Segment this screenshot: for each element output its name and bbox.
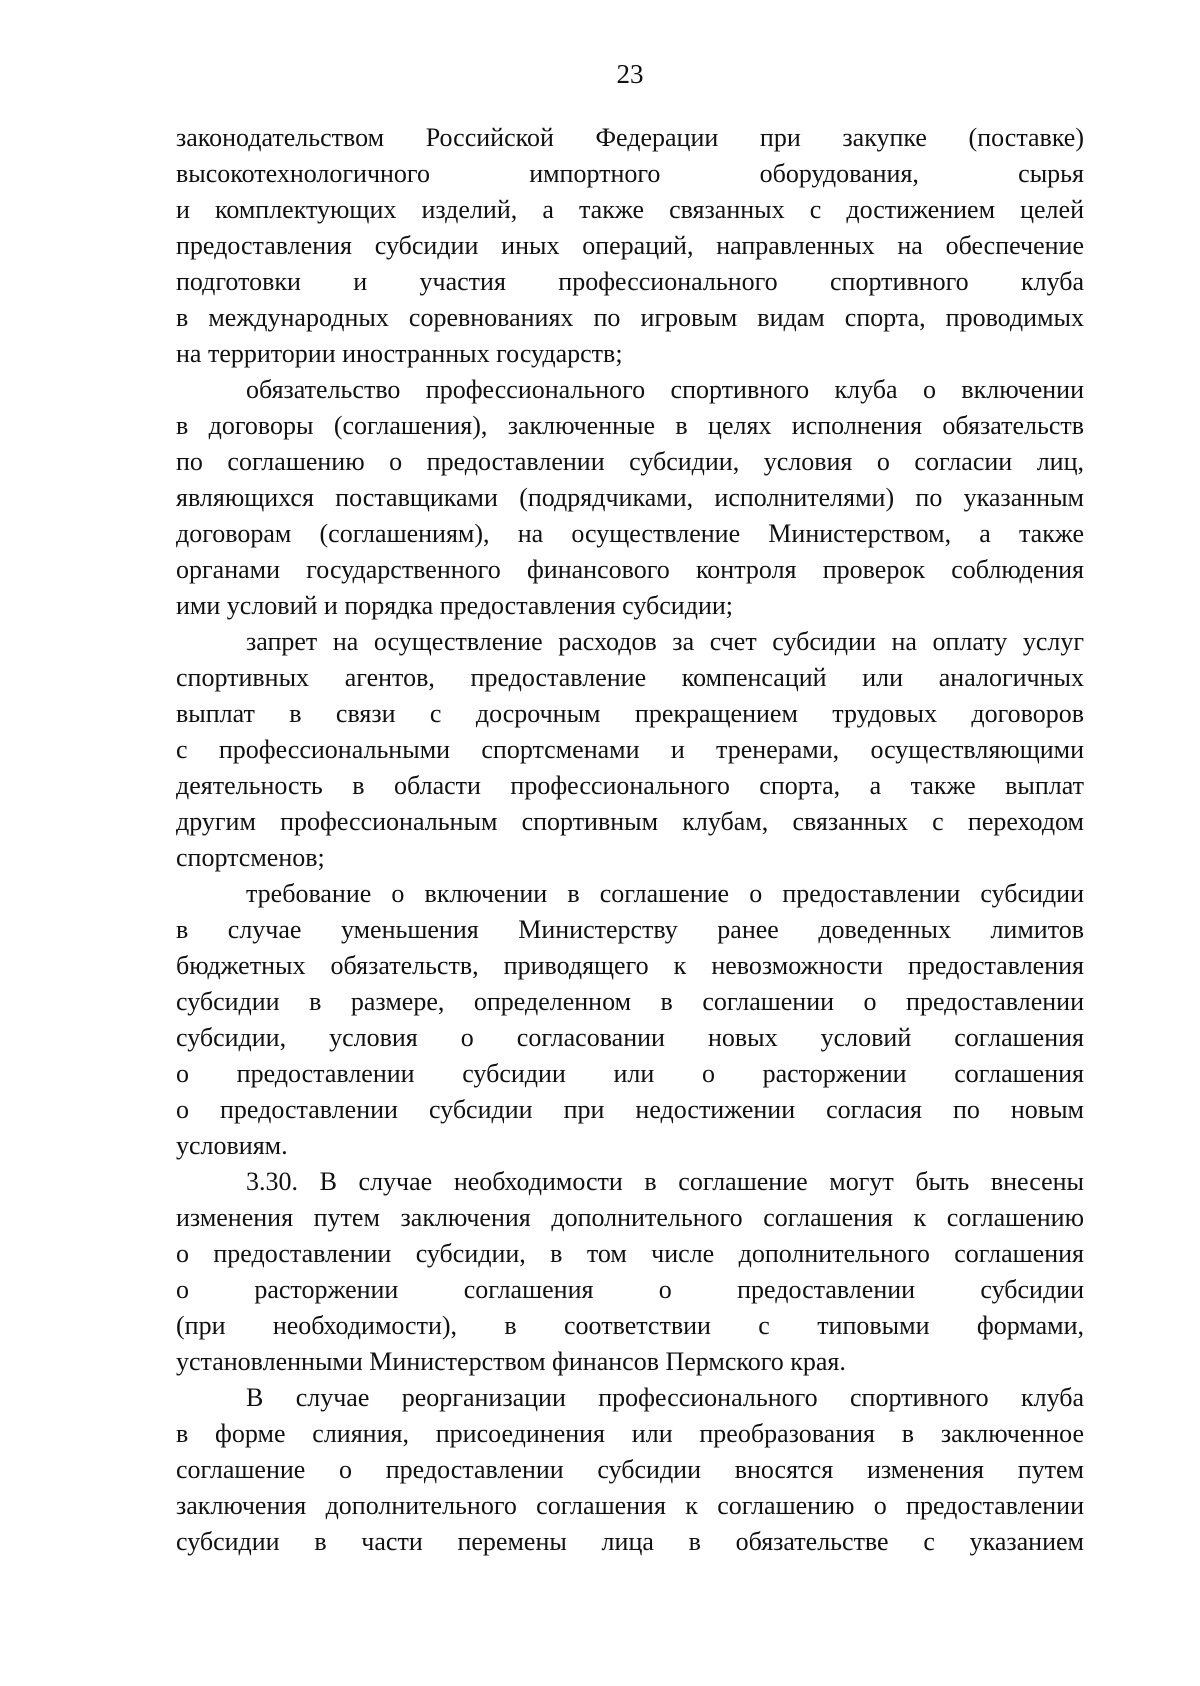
- text-line: о расторжении соглашения о предоставлении субсидии: [176, 1275, 1084, 1304]
- text-line: ими условий и порядка предоставления субсидии;: [176, 591, 733, 620]
- text-line: (при необходимости), в соответствии с типовыми формами,: [176, 1311, 1084, 1340]
- text-line: запрет на осуществление расходов за счет субсидии на оплату услуг: [246, 627, 1084, 656]
- text-line: и комплектующих изделий, а также связанных с достижением целей: [176, 195, 1084, 224]
- paragraph: [176, 372, 1084, 624]
- text-line: о предоставлении субсидии или о расторжении соглашения: [176, 1059, 1084, 1088]
- text-line: деятельность в области профессионального спорта, а также выплат: [176, 771, 1084, 800]
- text-line: законодательством Российской Федерации при закупке (поставке): [176, 123, 1084, 152]
- text-line: высокотехнологичного импортного оборудования, сырья: [176, 159, 1084, 188]
- document-body: [176, 120, 1084, 1560]
- text-line: субсидии в размере, определенном в соглашении о предоставлении: [176, 987, 1084, 1016]
- text-line: в договоры (соглашения), заключенные в целях исполнения обязательств: [176, 411, 1084, 440]
- text-line: в форме слияния, присоединения или преобразования в заключенное: [176, 1419, 1084, 1448]
- text-line: В случае реорганизации профессионального спортивного клуба: [246, 1383, 1084, 1412]
- text-line: о предоставлении субсидии при недостижении согласия по новым: [176, 1095, 1084, 1124]
- text-line: являющихся поставщиками (подрядчиками, исполнителями) по указанным: [176, 483, 1084, 512]
- text-line: подготовки и участия профессионального спортивного клуба: [176, 267, 1084, 296]
- text-line: спортивных агентов, предоставление компенсаций или аналогичных: [176, 663, 1084, 692]
- text-line: с профессиональными спортсменами и тренерами, осуществляющими: [176, 735, 1084, 764]
- text-line: в международных соревнованиях по игровым видам спорта, проводимых: [176, 303, 1084, 332]
- text-line: договорам (соглашениям), на осуществление Министерством, а также: [176, 519, 1084, 548]
- text-line: спортсменов;: [176, 843, 325, 872]
- text-line: в случае уменьшения Министерству ранее доведенных лимитов: [176, 915, 1084, 944]
- page-number: 23: [616, 59, 644, 89]
- text-line: требование о включении в соглашение о предоставлении субсидии: [246, 879, 1084, 908]
- text-line: о предоставлении субсидии, в том числе дополнительного соглашения: [176, 1239, 1084, 1268]
- text-line: по соглашению о предоставлении субсидии, условия о согласии лиц,: [176, 447, 1084, 476]
- text-line: 3.30. В случае необходимости в соглашение могут быть внесены: [246, 1167, 1084, 1196]
- text-line: условиям.: [176, 1131, 288, 1160]
- paragraph: [176, 120, 1084, 372]
- text-line: предоставления субсидии иных операций, направленных на обеспечение: [176, 231, 1084, 260]
- text-line: органами государственного финансового контроля проверок соблюдения: [176, 555, 1084, 584]
- paragraph: [176, 1164, 1084, 1380]
- text-line: обязательство профессионального спортивного клуба о включении: [246, 375, 1084, 404]
- text-line: субсидии, условия о согласовании новых условий соглашения: [176, 1023, 1084, 1052]
- text-line: бюджетных обязательств, приводящего к невозможности предоставления: [176, 951, 1084, 980]
- paragraph: [176, 876, 1084, 1164]
- paragraph: [176, 1380, 1084, 1560]
- text-line: другим профессиональным спортивным клубам, связанных с переходом: [176, 807, 1084, 836]
- text-line: на территории иностранных государств;: [176, 339, 623, 368]
- text-line: соглашение о предоставлении субсидии вносятся изменения путем: [176, 1455, 1084, 1484]
- text-line: субсидии в части перемены лица в обязательстве с указанием: [176, 1527, 1084, 1556]
- text-line: изменения путем заключения дополнительного соглашения к соглашению: [176, 1203, 1084, 1232]
- text-line: выплат в связи с досрочным прекращением трудовых договоров: [176, 699, 1084, 728]
- text-line: установленными Министерством финансов Пермского края.: [176, 1347, 846, 1376]
- paragraph: [176, 624, 1084, 876]
- text-line: заключения дополнительного соглашения к соглашению о предоставлении: [176, 1491, 1084, 1520]
